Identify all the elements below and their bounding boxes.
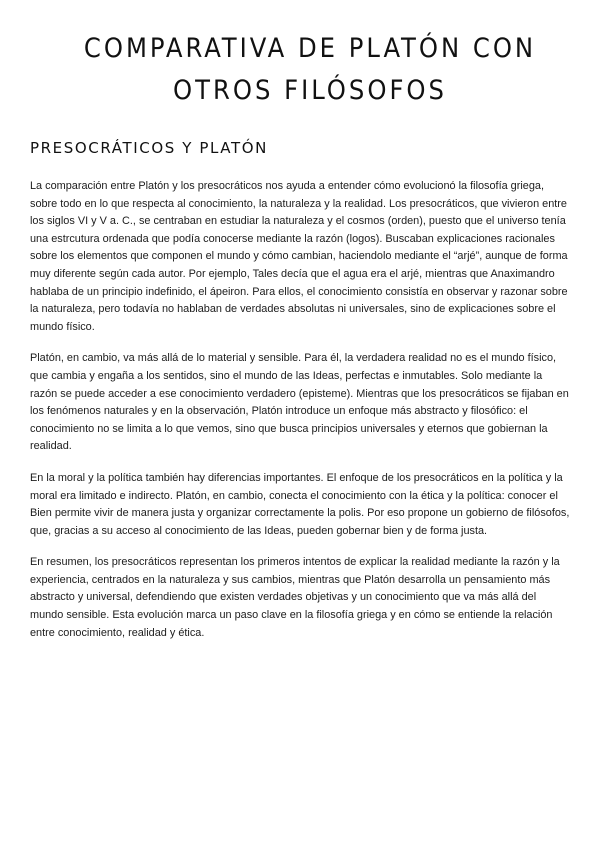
paragraph-resumen: En resumen, los presocráticos representan los primeros intentos de explicar la realidad mediante la razón y la experiencia, centrados en la naturaleza y sus cambios, mientras que Platón desarrolla un pensamiento más abstracto y universal, defendiendo que existen verdades objetivas y un conocimiento que va más allá del mundo sensible. Esta evolución marca un paso clave en la filosofía griega y en cómo se entiende la relación entre conocimiento, realidad y ética. — [30, 556, 560, 639]
paragraph-presocraticos: La comparación entre Platón y los presocráticos nos ayuda a entender cómo evolucionó la filosofía griega, sobre todo en lo que respecta al conocimiento, la naturaleza y la realidad. Los presocráticos, que vivieron entre los siglos VI y V a. C., se centraban en estudiar la naturaleza y el cosmos (orden), puesto que el universo tenía una estrcutura ordenada que podía conocerse mediante la razón (logos). Buscaban explicaciones racionales sobre los elementos que componen el mundo y cómo cambian, haciendolo mediante el “arjé”, aunque de forma muy diferente según cada autor. Por ejemplo, Tales decía que el agua era el arjé, mientras que Anaximandro hablaba de un principio indefinido, el ápeiron. Para ellos, el conocimiento consistía en observar y razonar sobre la naturaleza, pero todavía no hablaban de verdades absolutas ni universales, sino de explicaciones sobre el mundo físico. — [30, 180, 568, 333]
document-title: COMPARATIVA DE PLATÓN CON OTROS FILÓSOFOS — [83, 33, 537, 106]
section-heading: PRESOCRÁTICOS Y PLATÓN — [30, 139, 268, 157]
paragraph-moral-politica: En la moral y la política también hay diferencias importantes. El enfoque de los presocráticos en la política y la moral era limitado e indirecto. Platón, en cambio, conecta el conocimiento con la ética y la política: conocer el Bien permite vivir de manera justa y organizar correctamente la polis. Por eso propone un gobierno de filósofos, que, gracias a su acceso al conocimiento de las Ideas, pueden gobernar bien y de forma justa. — [30, 471, 570, 537]
paragraph-platon: Platón, en cambio, va más allá de lo material y sensible. Para él, la verdadera realidad no es el mundo físico, que cambia y engaña a los sentidos, sino el mundo de las Ideas, perfectas e inmutables. Solo mediante la razón se puede acceder a ese conocimiento verdadero (episteme). Mientras que los presocráticos se fijaban en los fenómenos naturales y en la observación, Platón introduce un enfoque más abstracto y filosófico: el conocimiento no se limita a lo que vemos, sino que busca principios universales y eternos que gobiernan la realidad. — [30, 352, 569, 453]
